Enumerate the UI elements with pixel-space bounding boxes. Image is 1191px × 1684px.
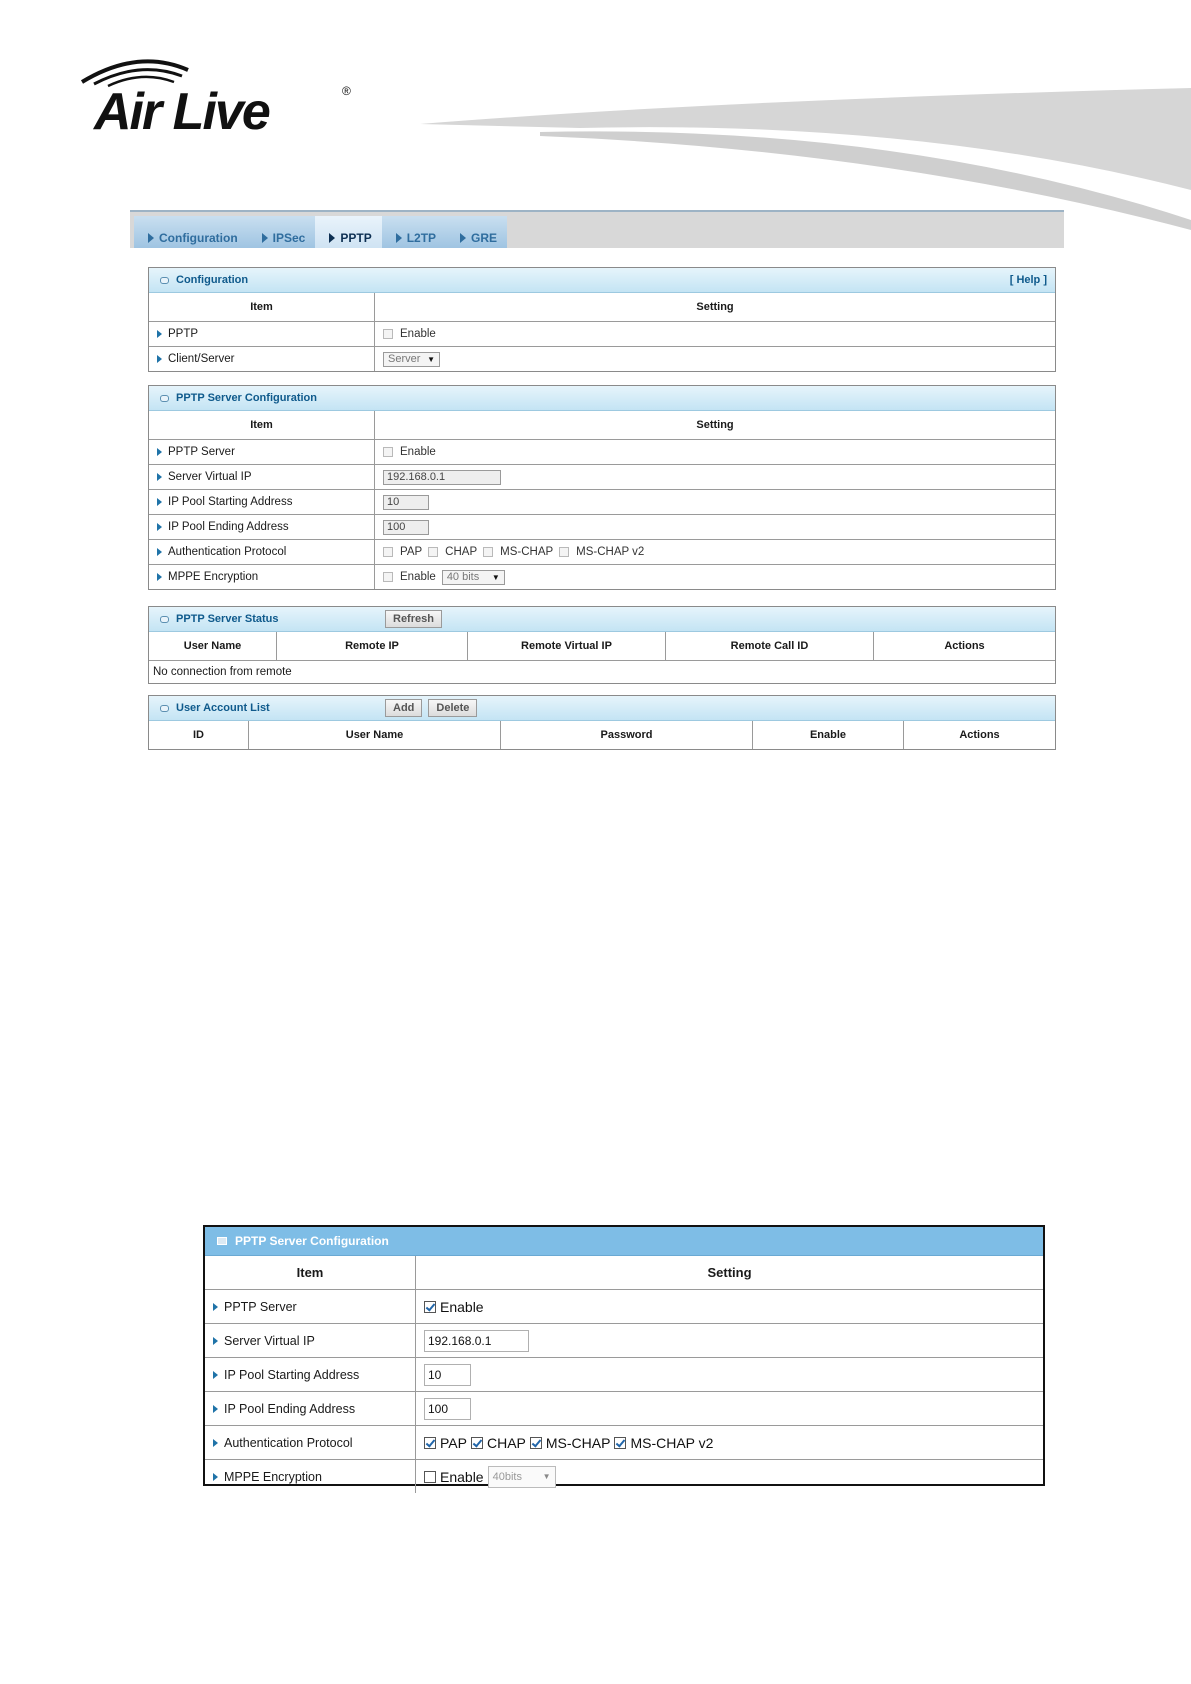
virtual-ip-input[interactable]: 192.168.0.1	[383, 470, 501, 485]
mschap-checkbox[interactable]	[483, 547, 493, 557]
pool-start-row	[149, 490, 1055, 515]
header-swoosh	[420, 80, 1191, 230]
pool-start-row	[205, 1358, 1043, 1392]
server-config-example-title: PPTP Server Configuration	[235, 1234, 389, 1248]
col-actions: Actions	[959, 729, 1000, 741]
collapse-icon[interactable]	[160, 395, 169, 402]
dropdown-arrow-icon: ▼	[491, 572, 500, 582]
airlive-logo	[78, 54, 378, 144]
tab-l2tp[interactable]: L2TP	[382, 216, 446, 248]
mppe-enable-label: Enable	[440, 1468, 484, 1485]
col-user-name: User Name	[149, 632, 277, 660]
pptp-server-row	[149, 440, 1055, 465]
tab-arrow-icon	[396, 233, 402, 243]
mppe-bits-select[interactable]: 40 bits ▼	[442, 570, 505, 585]
pool-end-row	[205, 1392, 1043, 1426]
col-actions: Actions	[944, 640, 985, 652]
pptp-label: PPTP	[168, 328, 199, 340]
mschapv2-label: MS-CHAP v2	[576, 546, 645, 558]
pptp-row	[149, 322, 1055, 347]
tab-gre[interactable]: GRE	[446, 216, 507, 248]
bullet-icon	[213, 1473, 218, 1481]
server-status-title: PPTP Server Status	[176, 613, 279, 625]
chap-checkbox[interactable]	[428, 547, 438, 557]
col-id: ID	[149, 721, 249, 749]
client-server-row	[149, 347, 1055, 371]
chap-label: CHAP	[486, 1434, 526, 1451]
server-config-example-panel	[203, 1225, 1045, 1486]
pptp-server-enable-label: Enable	[440, 1298, 484, 1315]
pool-end-input[interactable]: 100	[424, 1398, 471, 1420]
auth-protocol-row	[205, 1426, 1043, 1460]
configuration-header	[149, 268, 1055, 293]
pptp-server-enable-label: Enable	[400, 446, 436, 458]
panel-icon	[217, 1237, 227, 1245]
pap-checkbox[interactable]	[383, 547, 393, 557]
auth-protocol-row	[149, 540, 1055, 565]
collapse-icon[interactable]	[160, 705, 169, 712]
pptp-server-row	[205, 1290, 1043, 1324]
table-header	[149, 293, 1055, 322]
pap-label: PAP	[440, 1434, 467, 1451]
account-table-header	[149, 721, 1055, 749]
mppe-row	[149, 565, 1055, 589]
auth-protocol-label: Authentication Protocol	[168, 546, 287, 558]
mppe-enable-checkbox[interactable]	[424, 1471, 436, 1483]
help-link[interactable]: [ Help ]	[1009, 274, 1047, 286]
user-account-panel	[148, 695, 1056, 750]
delete-button[interactable]: Delete	[428, 699, 477, 717]
server-config-header	[149, 386, 1055, 411]
col-enable: Enable	[753, 721, 904, 749]
bullet-icon	[157, 330, 162, 338]
pool-start-input[interactable]: 10	[424, 1364, 471, 1386]
client-server-label: Client/Server	[168, 353, 235, 365]
tab-configuration[interactable]: Configuration	[134, 216, 248, 248]
bullet-icon	[213, 1439, 218, 1447]
bullet-icon	[213, 1371, 218, 1379]
col-remote-ip: Remote IP	[277, 632, 468, 660]
dropdown-arrow-icon: ▼	[542, 1472, 551, 1481]
mschap-label: MS-CHAP	[545, 1434, 611, 1451]
pool-end-label: IP Pool Ending Address	[168, 521, 289, 533]
mschap-checkbox[interactable]	[530, 1437, 542, 1449]
pool-start-input[interactable]: 10	[383, 495, 429, 510]
refresh-button[interactable]: Refresh	[385, 610, 442, 628]
col-password: Password	[501, 721, 753, 749]
pptp-server-enable-checkbox[interactable]	[383, 447, 393, 457]
virtual-ip-label: Server Virtual IP	[224, 1333, 315, 1348]
status-empty-row	[149, 661, 1055, 683]
mschapv2-checkbox[interactable]	[559, 547, 569, 557]
mppe-enable-label: Enable	[400, 571, 436, 583]
pap-label: PAP	[400, 546, 423, 558]
col-setting: Setting	[696, 301, 734, 313]
mppe-label: MPPE Encryption	[224, 1469, 322, 1484]
virtual-ip-row	[205, 1324, 1043, 1358]
pptp-enable-label: Enable	[400, 328, 436, 340]
configuration-panel	[148, 267, 1056, 372]
mppe-row	[205, 1460, 1043, 1493]
tab-ipsec[interactable]: IPSec	[248, 216, 316, 248]
pap-checkbox[interactable]	[424, 1437, 436, 1449]
bullet-icon	[157, 448, 162, 456]
add-button[interactable]: Add	[385, 699, 422, 717]
client-server-select[interactable]: Server ▼	[383, 352, 440, 367]
user-account-title: User Account List	[176, 702, 270, 714]
col-item: Item	[149, 411, 375, 439]
registered-mark: ®	[342, 84, 351, 98]
virtual-ip-row	[149, 465, 1055, 490]
status-empty-text: No connection from remote	[153, 666, 292, 678]
bullet-icon	[157, 548, 162, 556]
virtual-ip-input[interactable]: 192.168.0.1	[424, 1330, 529, 1352]
bullet-icon	[213, 1337, 218, 1345]
pptp-server-enable-checkbox[interactable]	[424, 1301, 436, 1313]
virtual-ip-label: Server Virtual IP	[168, 471, 252, 483]
server-config-example-header	[205, 1227, 1043, 1256]
table-header	[149, 411, 1055, 440]
bullet-icon	[157, 498, 162, 506]
vpn-tab-bar	[130, 210, 1064, 248]
bullet-icon	[157, 355, 162, 363]
server-config-title: PPTP Server Configuration	[176, 392, 317, 404]
col-remote-call-id: Remote Call ID	[666, 632, 874, 660]
collapse-icon[interactable]	[160, 277, 169, 284]
tab-pptp[interactable]: PPTP	[315, 216, 381, 248]
pool-end-row	[149, 515, 1055, 540]
col-setting: Setting	[707, 1265, 752, 1280]
mschap-label: MS-CHAP	[500, 546, 554, 558]
status-table-header	[149, 632, 1055, 661]
mppe-enable-checkbox[interactable]	[383, 572, 393, 582]
tab-arrow-icon	[460, 233, 466, 243]
chap-label: CHAP	[445, 546, 478, 558]
bullet-icon	[157, 473, 162, 481]
bullet-icon	[157, 523, 162, 531]
collapse-icon[interactable]	[160, 616, 169, 623]
dropdown-arrow-icon: ▼	[427, 354, 435, 364]
mschapv2-checkbox[interactable]	[614, 1437, 626, 1449]
col-user-name: User Name	[249, 721, 501, 749]
pool-start-label: IP Pool Starting Address	[168, 496, 293, 508]
tab-arrow-icon	[262, 233, 268, 243]
tab-arrow-icon	[329, 233, 335, 243]
col-item: Item	[205, 1256, 416, 1289]
bullet-icon	[157, 573, 162, 581]
chap-checkbox[interactable]	[471, 1437, 483, 1449]
tab-arrow-icon	[148, 233, 154, 243]
mppe-label: MPPE Encryption	[168, 571, 259, 583]
pool-end-input[interactable]: 100	[383, 520, 429, 535]
server-status-panel	[148, 606, 1056, 684]
pptp-server-label: PPTP Server	[224, 1299, 297, 1314]
auth-protocol-label: Authentication Protocol	[224, 1435, 353, 1450]
configuration-title: Configuration	[176, 274, 249, 286]
server-config-panel	[148, 385, 1056, 590]
mschapv2-label: MS-CHAP v2	[630, 1434, 714, 1451]
bullet-icon	[213, 1405, 218, 1413]
brand-name: Air Live	[94, 83, 269, 141]
pptp-server-label: PPTP Server	[168, 446, 235, 458]
col-remote-virtual-ip: Remote Virtual IP	[468, 632, 666, 660]
server-status-header	[149, 607, 1055, 632]
col-item: Item	[149, 293, 375, 321]
mppe-bits-select[interactable]: 40bits ▼	[488, 1466, 556, 1488]
col-setting: Setting	[696, 419, 734, 431]
user-account-header	[149, 696, 1055, 721]
pool-start-label: IP Pool Starting Address	[224, 1367, 360, 1382]
pool-end-label: IP Pool Ending Address	[224, 1401, 356, 1416]
table-header	[205, 1256, 1043, 1290]
bullet-icon	[213, 1303, 218, 1311]
pptp-enable-checkbox[interactable]	[383, 329, 393, 339]
